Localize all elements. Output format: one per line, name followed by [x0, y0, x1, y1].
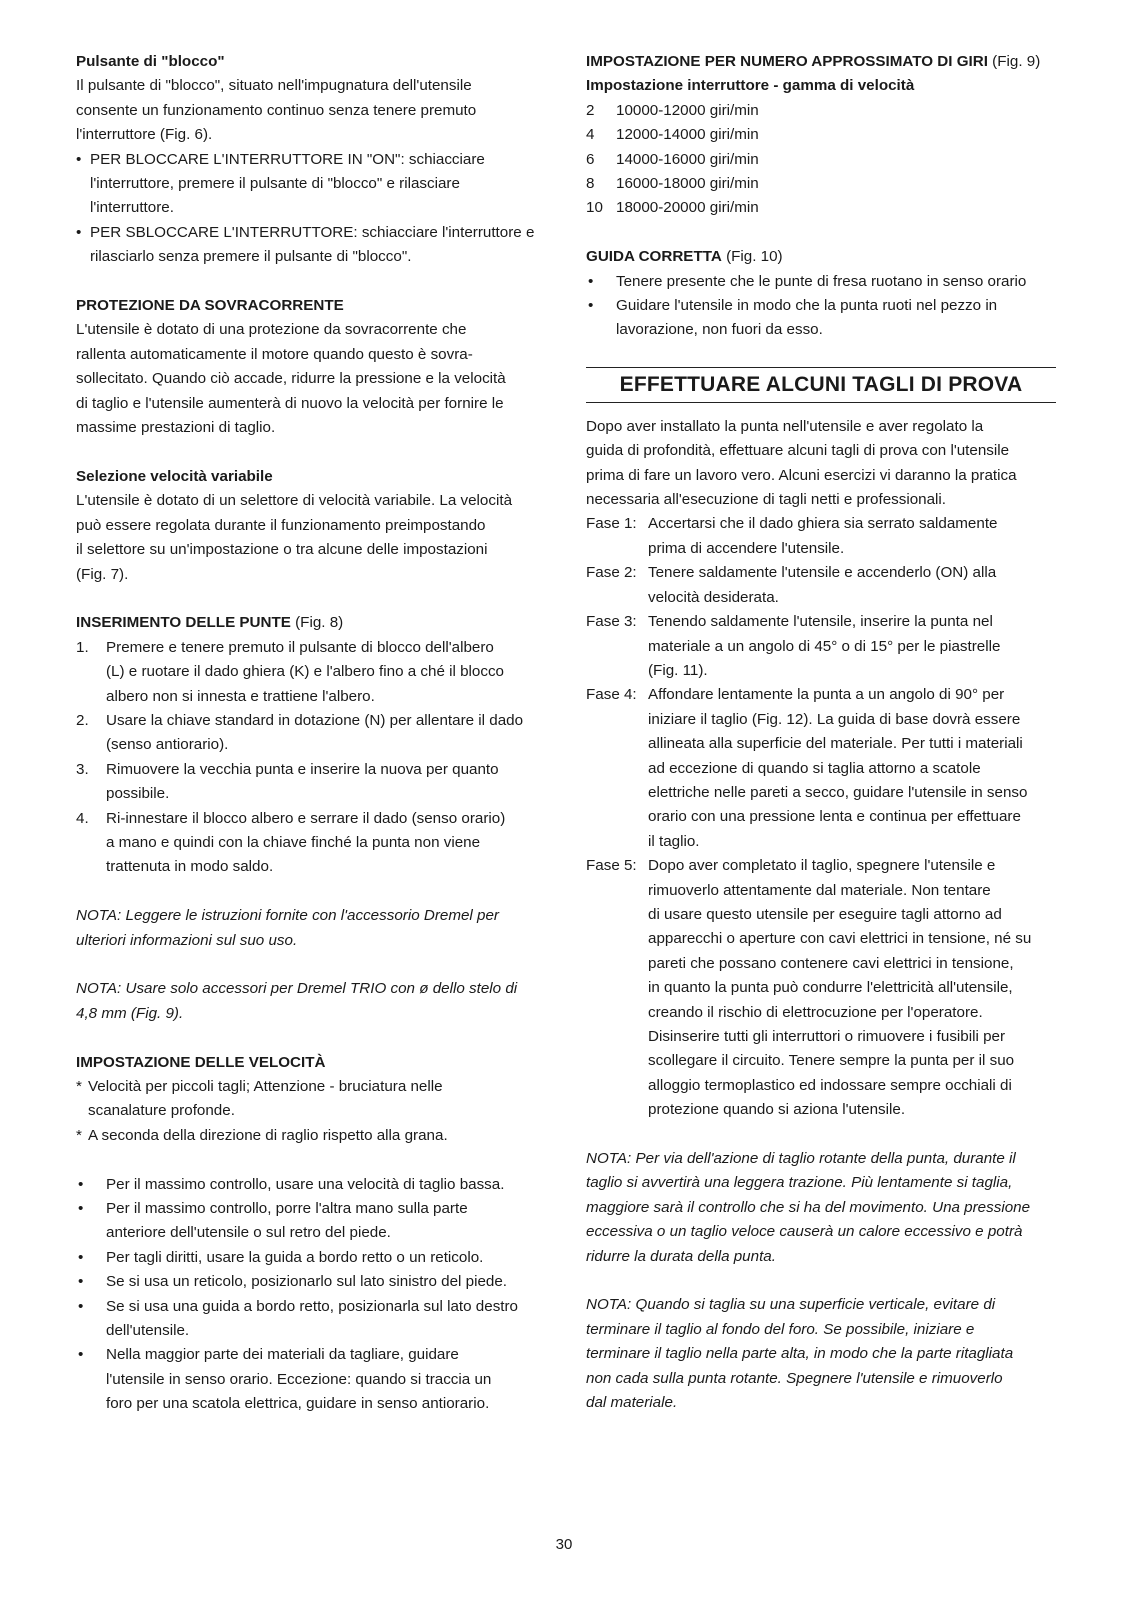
- step-line: (senso antiorario).: [106, 736, 229, 754]
- note-line: maggiore sarà il controllo che si ha del movimento. Una pressione: [586, 1198, 1031, 1216]
- bullet-marker: •: [588, 272, 594, 290]
- bullet-marker: •: [78, 1346, 84, 1364]
- list-item-line: Per il massimo controllo, porre l'altra mano sulla parte: [106, 1199, 468, 1217]
- note-line: ulteriori informazioni sul suo uso.: [76, 931, 298, 949]
- fase-line: alloggio termoplastico ed indossare sempre occhiali di: [648, 1076, 1012, 1094]
- blocco-text-line: Il pulsante di "blocco", situato nell'impugnatura dell'utensile: [76, 77, 472, 95]
- list-item: [586, 270, 1056, 294]
- fase-line: (Fig. 11).: [648, 661, 708, 679]
- fase-line: Tenendo saldamente l'utensile, inserire la punta nel: [648, 613, 993, 631]
- fase-step: [586, 561, 1056, 610]
- bullet-marker: •: [78, 1297, 84, 1315]
- fase-line: Disinserire tutti gli interruttori o rimuovere i fusibili per: [648, 1028, 1006, 1046]
- note-line: terminare il taglio al fondo del foro. Se possibile, iniziare e: [586, 1320, 975, 1338]
- list-item: [76, 1246, 546, 1270]
- list-item: [586, 294, 1056, 343]
- asterisk-note-line: Velocità per piccoli tagli; Attenzione - bruciatura nelle: [88, 1077, 443, 1095]
- speed-row: [586, 172, 1056, 196]
- asterisk-note-line: A seconda della direzione di raglio rispetto alla grana.: [88, 1126, 448, 1144]
- fase-line: il taglio.: [648, 832, 700, 850]
- note-line: ridurre la durata della punta.: [586, 1247, 776, 1265]
- step-number: 3.: [76, 760, 89, 778]
- selezione-text-line: può essere regolata durante il funzionamento preimpostando: [76, 516, 486, 534]
- list-item-line: l'interruttore.: [90, 199, 174, 217]
- protezione-text-line: L'utensile è dotato di una protezione da sovracorrente che: [76, 321, 467, 339]
- fase-label: Fase 1:: [586, 515, 637, 533]
- bullet-marker: •: [76, 223, 82, 241]
- note-line: NOTA: Per via dell'azione di taglio rotante della punta, durante il: [586, 1150, 1016, 1168]
- list-item-line: anteriore dell'utensile o sul retro del piede.: [106, 1224, 391, 1242]
- protezione-text-line: rallenta automaticamente il motore quando questo è sovra-: [76, 345, 473, 363]
- speed-setting: 6: [586, 150, 595, 168]
- fase-step: [586, 854, 1056, 1122]
- inserimento-heading: [76, 611, 546, 635]
- note-line: non cada sulla punta rotante. Spegnere l'utensile e rimuoverlo: [586, 1369, 1003, 1387]
- velocita-heading: IMPOSTAZIONE DELLE VELOCITÀ: [76, 1053, 326, 1071]
- step-line: Ri-innestare il blocco albero e serrare il dado (senso orario): [106, 809, 506, 827]
- fase-step: [586, 683, 1056, 854]
- intro-line: necessaria all'esecuzione di tagli netti e professionali.: [586, 491, 947, 509]
- step-line: Rimuovere la vecchia punta e inserire la nuova per quanto: [106, 760, 499, 778]
- section-title: EFFETTUARE ALCUNI TAGLI DI PROVA: [586, 367, 1056, 403]
- giri-title: IMPOSTAZIONE PER NUMERO APPROSSIMATO DI GIRI: [586, 53, 988, 70]
- fase-line: creando il rischio di elettrocuzione per l'operatore.: [648, 1003, 983, 1021]
- list-item: [76, 1295, 546, 1344]
- protezione-text-line: di taglio e l'utensile aumenterà di nuovo la velocità per fornire le: [76, 394, 504, 412]
- note-line: NOTA: Usare solo accessori per Dremel TRIO con ø dello stelo di: [76, 980, 518, 998]
- intro-line: Dopo aver installato la punta nell'utensile e aver regolato la: [586, 417, 984, 435]
- list-item-line: Se si usa un reticolo, posizionarlo sul lato sinistro del piede.: [106, 1273, 508, 1291]
- fase-label: Fase 4:: [586, 686, 637, 704]
- bullet-marker: •: [78, 1248, 84, 1266]
- note-line: eccessiva o un taglio veloce causerà un calore eccessivo e potrà: [586, 1223, 1023, 1241]
- note-line: NOTA: Quando si taglia su una superficie verticale, evitare di: [586, 1296, 996, 1314]
- speed-setting: 2: [586, 101, 595, 119]
- fase-line: materiale a un angolo di 45° o di 15° per le piastrelle: [648, 637, 1001, 655]
- list-item-line: rilasciarlo senza premere il pulsante di "blocco".: [90, 248, 412, 266]
- speed-row: [586, 148, 1056, 172]
- speed-setting: 10: [586, 199, 603, 217]
- selezione-text-line: (Fig. 7).: [76, 565, 129, 583]
- fase-step: [586, 512, 1056, 561]
- list-item-line: Per il massimo controllo, usare una velocità di taglio bassa.: [106, 1175, 505, 1193]
- list-item-line: foro per una scatola elettrica, guidare in senso antiorario.: [106, 1395, 490, 1413]
- step-line: possibile.: [106, 785, 170, 803]
- fase-line: in quanto la punta può condurre l'elettricità all'utensile,: [648, 979, 1013, 997]
- selezione-heading: Selezione velocità variabile: [76, 467, 273, 485]
- figure-reference: (Fig. 8): [290, 614, 344, 632]
- list-item-line: PER SBLOCCARE L'INTERRUTTORE: schiacciare l'interruttore e: [90, 223, 535, 241]
- bullet-marker: •: [76, 150, 82, 168]
- fase-line: protezione quando si aziona l'utensile.: [648, 1101, 906, 1119]
- list-item: [76, 1197, 546, 1246]
- fase-line: Accertarsi che il dado ghiera sia serrato saldamente: [648, 515, 998, 533]
- list-item: [76, 1270, 546, 1294]
- figure-reference: (Fig. 9): [987, 53, 1041, 70]
- list-item: [76, 221, 546, 270]
- fase-step: [586, 610, 1056, 683]
- protezione-heading: PROTEZIONE DA SOVRACORRENTE: [76, 297, 344, 315]
- speed-row: [586, 99, 1056, 123]
- fase-line: di usare questo utensile per eseguire tagli attorno ad: [648, 905, 1002, 923]
- speed-row: [586, 123, 1056, 147]
- fase-line: ad eccezione di quando si taglia attorno a scatole: [648, 759, 981, 777]
- list-item-line: Guidare l'utensile in modo che la punta ruoti nel pezzo in: [616, 297, 998, 315]
- fase-line: Affondare lentamente la punta a un angolo di 90° per: [648, 686, 1005, 704]
- blocco-text-line: consente un funzionamento continuo senza tenere premuto: [76, 101, 477, 119]
- list-item: [76, 1343, 546, 1416]
- list-item-line: Se si usa una guida a bordo retto, posizionarla sul lato destro: [106, 1297, 519, 1315]
- blocco-heading: Pulsante di "blocco": [76, 53, 225, 70]
- speed-range: 10000-12000 giri/min: [616, 101, 759, 119]
- step-line: (L) e ruotare il dado ghiera (K) e l'albero fino a ché il blocco: [106, 663, 504, 681]
- numbered-step: [76, 807, 546, 880]
- inserimento-title: INSERIMENTO DELLE PUNTE: [76, 614, 291, 632]
- fase-line: prima di accendere l'utensile.: [648, 539, 845, 557]
- list-item-line: PER BLOCCARE L'INTERRUTTORE IN "ON": schiacciare: [90, 150, 485, 168]
- list-item-line: lavorazione, non fuori da esso.: [616, 321, 823, 339]
- fase-line: Tenere saldamente l'utensile e accenderlo (ON) alla: [648, 564, 997, 582]
- step-line: Usare la chiave standard in dotazione (N) per allentare il dado: [106, 711, 524, 729]
- note-line: NOTA: Leggere le istruzioni fornite con l'accessorio Dremel per: [76, 907, 499, 925]
- fase-label: Fase 2:: [586, 564, 637, 582]
- speed-range: 12000-14000 giri/min: [616, 126, 759, 144]
- page-number: 30: [555, 1536, 573, 1553]
- numbered-step: [76, 636, 546, 709]
- bullet-marker: •: [588, 297, 594, 315]
- speed-setting: 8: [586, 175, 595, 193]
- fase-label: Fase 5:: [586, 857, 637, 875]
- list-item-line: dell'utensile.: [106, 1322, 190, 1340]
- fase-line: Dopo aver completato il taglio, spegnere l'utensile e: [648, 857, 996, 875]
- list-item-line: Per tagli diritti, usare la guida a bordo retto o un reticolo.: [106, 1248, 484, 1266]
- speed-range: 16000-18000 giri/min: [616, 175, 759, 193]
- fase-line: velocità desiderata.: [648, 588, 779, 606]
- fase-line: rimuoverlo attentamente dal materiale. Non tentare: [648, 881, 991, 899]
- fase-label: Fase 3:: [586, 613, 637, 631]
- speed-row: [586, 196, 1056, 220]
- speed-setting: 4: [586, 126, 595, 144]
- step-line: trattenuta in modo saldo.: [106, 858, 274, 876]
- step-number: 2.: [76, 711, 89, 729]
- fase-line: pareti che possano contenere cavi elettrici in tensione,: [648, 954, 1014, 972]
- step-line: Premere e tenere premuto il pulsante di blocco dell'albero: [106, 638, 494, 656]
- step-number: 1.: [76, 638, 89, 656]
- list-item: [76, 1173, 546, 1197]
- asterisk-marker: *: [76, 1126, 82, 1144]
- list-item-line: l'interruttore, premere il pulsante di "blocco" e rilasciare: [90, 175, 460, 193]
- protezione-text-line: massime prestazioni di taglio.: [76, 419, 276, 437]
- speed-range: 18000-20000 giri/min: [616, 199, 759, 217]
- fase-line: apparecchi o aperture con cavi elettrici in tensione, né su: [648, 930, 1032, 948]
- list-item: [76, 148, 546, 221]
- note-line: dal materiale.: [586, 1394, 678, 1412]
- speed-range: 14000-16000 giri/min: [616, 150, 759, 168]
- figure-reference: (Fig. 10): [721, 248, 783, 266]
- protezione-text-line: sollecitato. Quando ciò accade, ridurre la pressione e la velocità: [76, 370, 506, 388]
- note-line: taglio si avvertirà una leggera trazione. Più lentamente si taglia,: [586, 1174, 1013, 1192]
- fase-line: iniziare il taglio (Fig. 12). La guida di base dovrà essere: [648, 710, 1021, 728]
- numbered-step: [76, 758, 546, 807]
- giri-heading: [586, 50, 1056, 74]
- step-line: albero non si innesta e trattiene l'albero.: [106, 687, 375, 705]
- fase-line: allineata alla superficie del materiale. Per tutti i materiali: [648, 735, 1023, 753]
- note-line: 4,8 mm (Fig. 9).: [76, 1004, 184, 1022]
- right-column: [586, 50, 1056, 1415]
- fase-line: elettriche nelle pareti a secco, guidare l'utensile in senso: [648, 783, 1028, 801]
- fase-line: scollegare il circuito. Tenere sempre la punta per il suo: [648, 1052, 1015, 1070]
- selezione-text-line: L'utensile è dotato di un selettore di velocità variabile. La velocità: [76, 492, 513, 510]
- blocco-text-line: l'interruttore (Fig. 6).: [76, 126, 213, 144]
- note-line: terminare il taglio nella parte alta, in modo che la parte ritagliata: [586, 1345, 1014, 1363]
- giri-subheading: Impostazione interruttore - gamma di velocità: [586, 77, 915, 95]
- step-number: 4.: [76, 809, 89, 827]
- numbered-step: [76, 709, 546, 758]
- bullet-marker: •: [78, 1273, 84, 1291]
- step-line: a mano e quindi con la chiave finché la punta non viene: [106, 833, 481, 851]
- bullet-marker: •: [78, 1175, 84, 1193]
- selezione-text-line: il selettore su un'impostazione o tra alcune delle impostazioni: [76, 541, 488, 559]
- intro-line: guida di profondità, effettuare alcuni tagli di prova con l'utensile: [586, 442, 1010, 460]
- intro-line: prima di fare un lavoro vero. Alcuni esercizi vi daranno la pratica: [586, 466, 1017, 484]
- list-item-line: Tenere presente che le punte di fresa ruotano in senso orario: [616, 272, 1027, 290]
- list-item-line: l'utensile in senso orario. Eccezione: quando si traccia un: [106, 1370, 492, 1388]
- list-item-line: Nella maggior parte dei materiali da tagliare, guidare: [106, 1346, 459, 1364]
- guida-title: GUIDA CORRETTA: [586, 248, 722, 266]
- guida-heading: [586, 245, 1056, 269]
- fase-line: orario con una pressione lenta e continua per effettuare: [648, 808, 1021, 826]
- asterisk-note: [76, 1075, 546, 1124]
- asterisk-note: [76, 1124, 546, 1148]
- bullet-marker: •: [78, 1199, 84, 1217]
- left-column: [76, 50, 546, 1417]
- asterisk-marker: *: [76, 1077, 82, 1095]
- asterisk-note-line: scanalature profonde.: [88, 1102, 235, 1120]
